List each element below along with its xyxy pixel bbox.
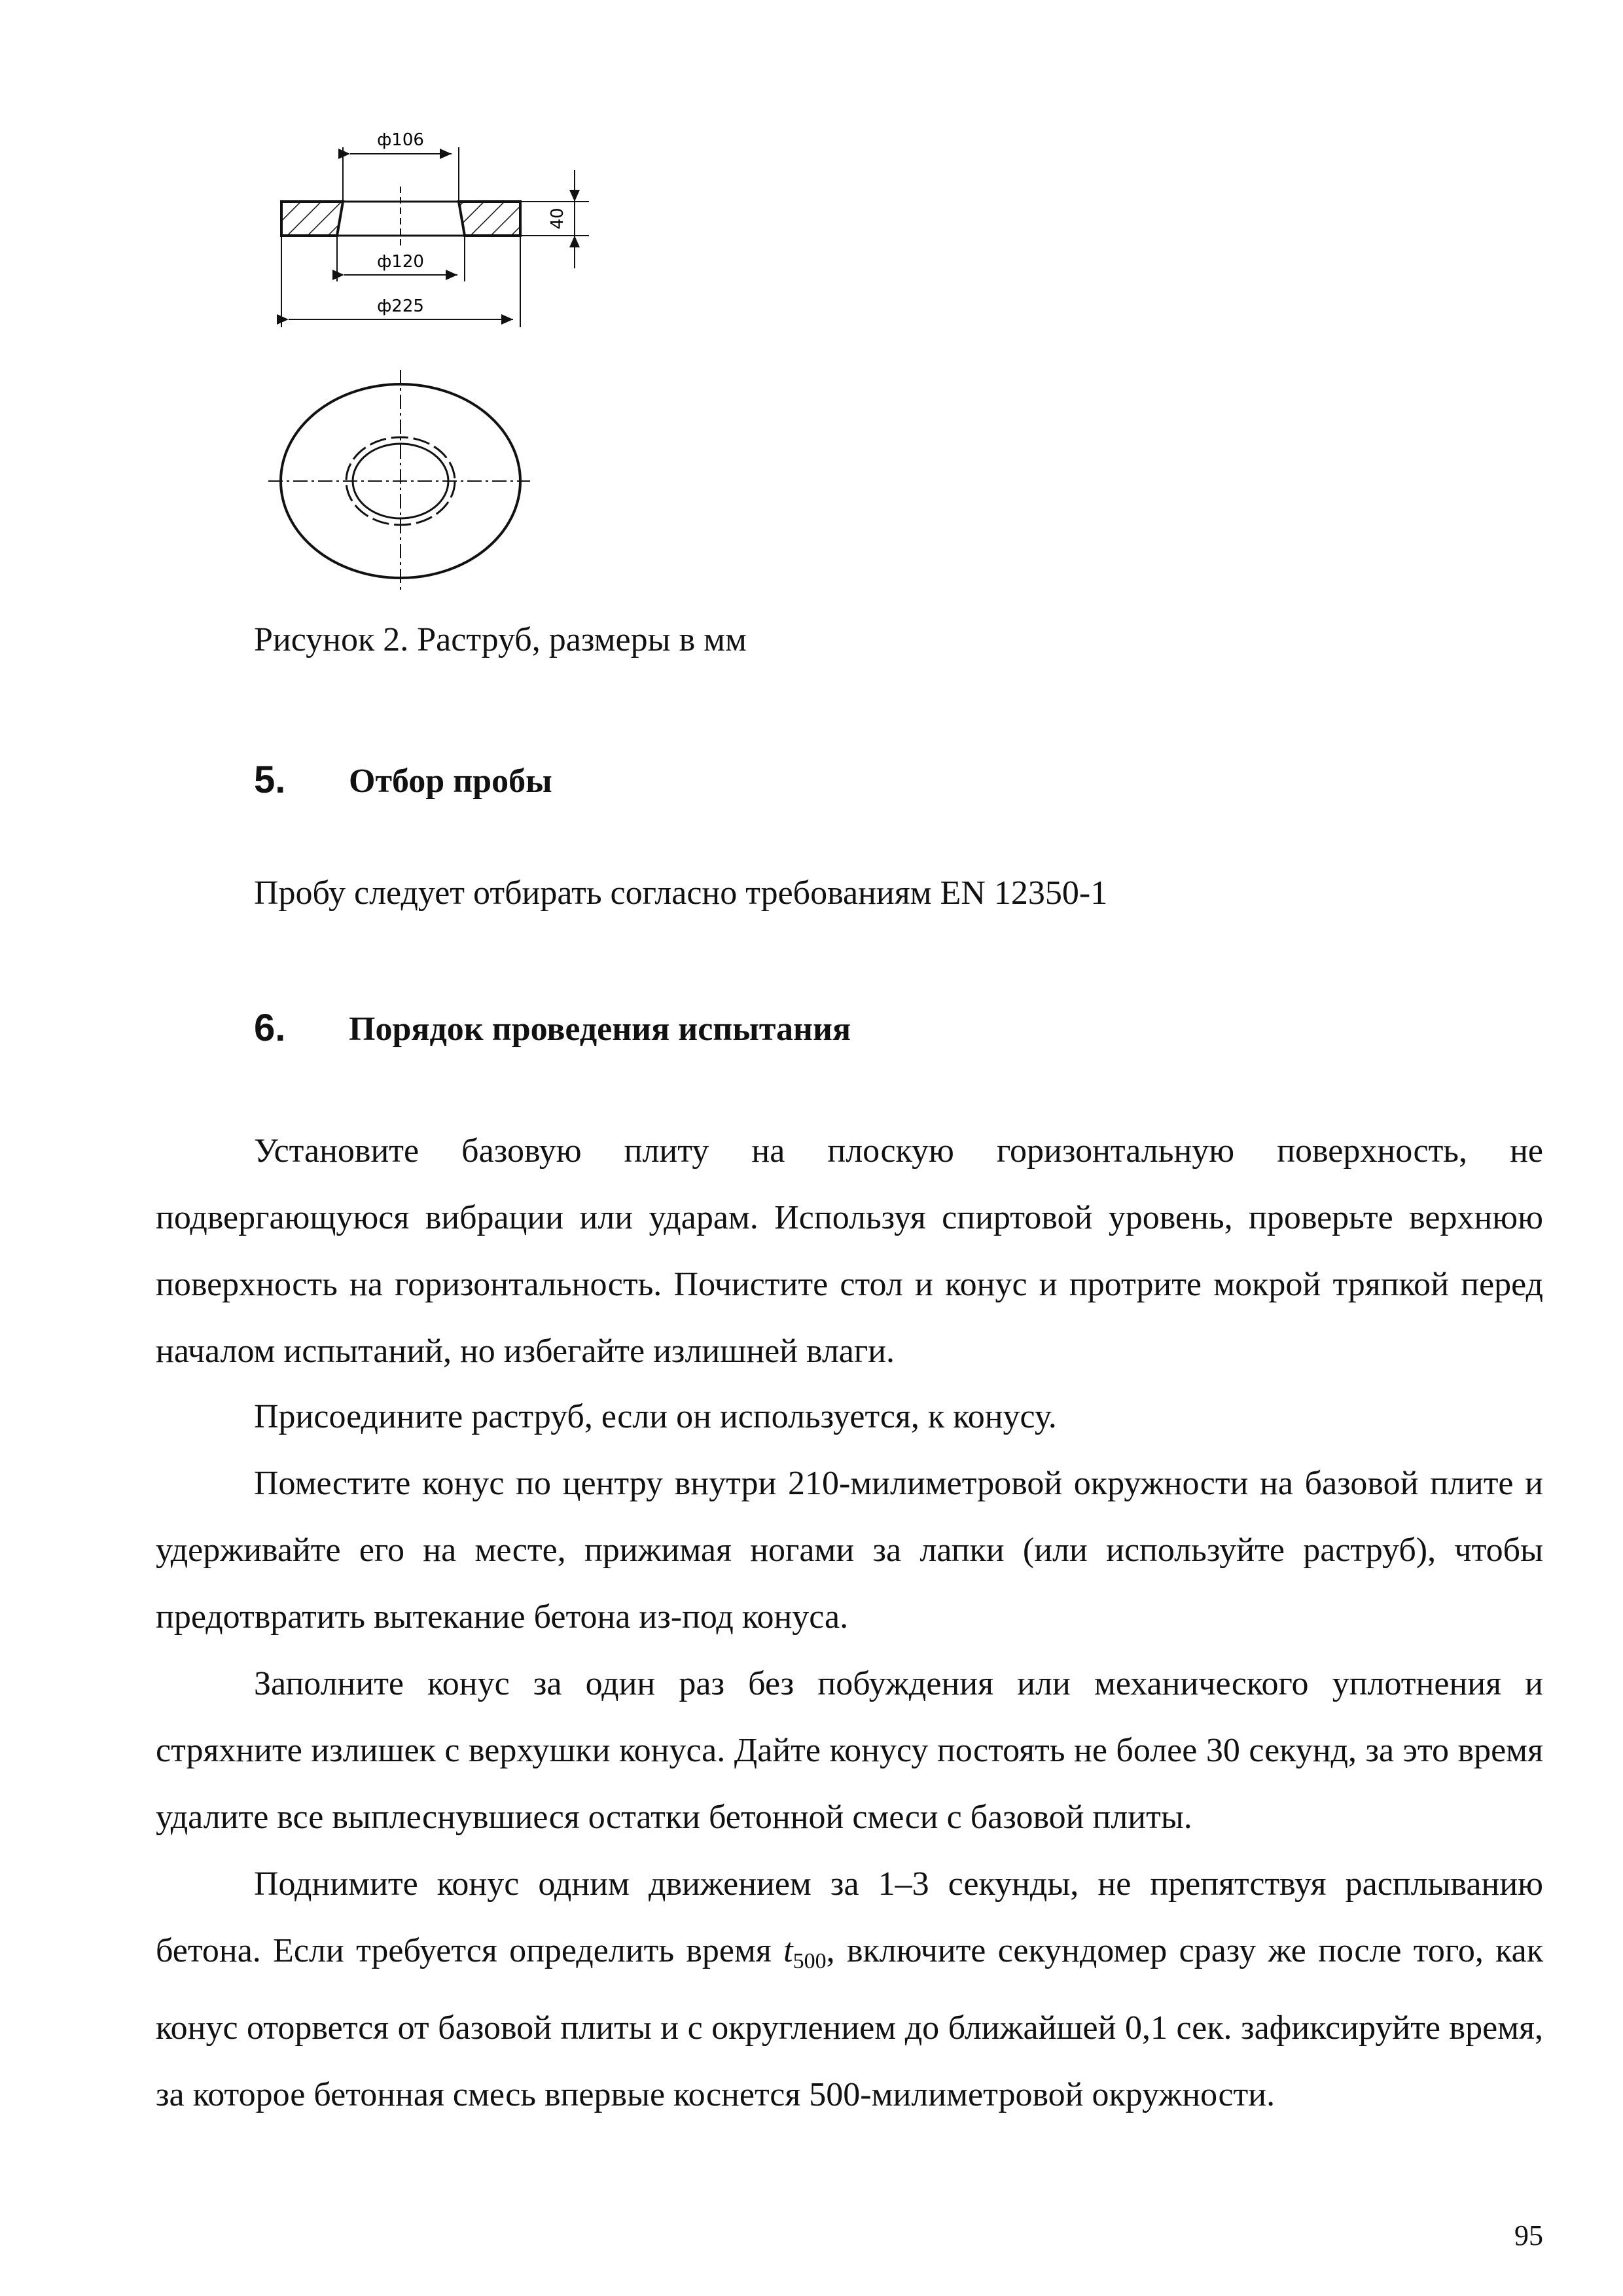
- dim-label-height: 40: [548, 207, 567, 230]
- section-6-title: Порядок проведения испытания: [349, 1011, 851, 1048]
- dim-label-inner: ф120: [377, 252, 424, 272]
- figure-caption: Рисунок 2. Раструб, размеры в мм: [254, 621, 747, 658]
- section-6-number: 6.: [254, 1007, 286, 1049]
- section-5-title: Отбор пробы: [349, 762, 552, 800]
- variable-t-subscript: 500: [793, 1949, 827, 1973]
- variable-t: t: [783, 1932, 793, 1969]
- paragraph-1: Установите базовую плиту на плоскую горизонтальную поверхность, не подвергающуюся вибрации или ударам. Используя спиртовой уровень, проверьте верхнюю поверхность на горизонтальность. Почистите стол и конус и протрите мокрой тряпкой перед началом испытаний, но избегайте излишней влаги.: [156, 1132, 1543, 1370]
- section-view: [281, 130, 589, 327]
- paragraph-3: Поместите конус по центру внутри 210-милиметровой окружности на базовой плите и удерживайте его на месте, прижимая ногами за лапки (или используйте раструб), чтобы предотвратить вытекание бетона из-под конуса.: [156, 1465, 1543, 1636]
- paragraph-5-end: , включите секундомер сразу же после того, как конус оторвется от базовой плиты и с округлением до ближайшей 0,1 сек. зафиксируйте время, за которое бетонная смесь впервые коснется 500-милиметровой окружности.: [156, 1932, 1543, 2113]
- dim-label-outer: ф225: [377, 296, 424, 316]
- paragraph-5: [156, 1851, 1543, 2128]
- paragraph-5-start: Поднимите конус одним движением за 1–3 секунды, не препятствуя расплыванию бетона. Если требуется определить время: [156, 1865, 1543, 1969]
- plan-view: [268, 370, 530, 592]
- dim-label-top: ф106: [377, 130, 424, 150]
- collar-drawing: [262, 118, 602, 628]
- section-5-number: 5.: [254, 759, 286, 801]
- section-5-text: Пробу следует отбирать согласно требованиям EN 12350-1: [254, 874, 1108, 912]
- page-number: 95: [1514, 2219, 1543, 2251]
- paragraph-2: Присоедините раструб, если он используется, к конусу.: [254, 1398, 1057, 1435]
- paragraph-4: Заполните конус за один раз без побуждения или механического уплотнения и стряхните излишек с верхушки конуса. Дайте конусу постоять не более 30 секунд, за это время удалите все выплеснувшиеся остатки бетонной смеси с базовой плиты.: [156, 1665, 1543, 1836]
